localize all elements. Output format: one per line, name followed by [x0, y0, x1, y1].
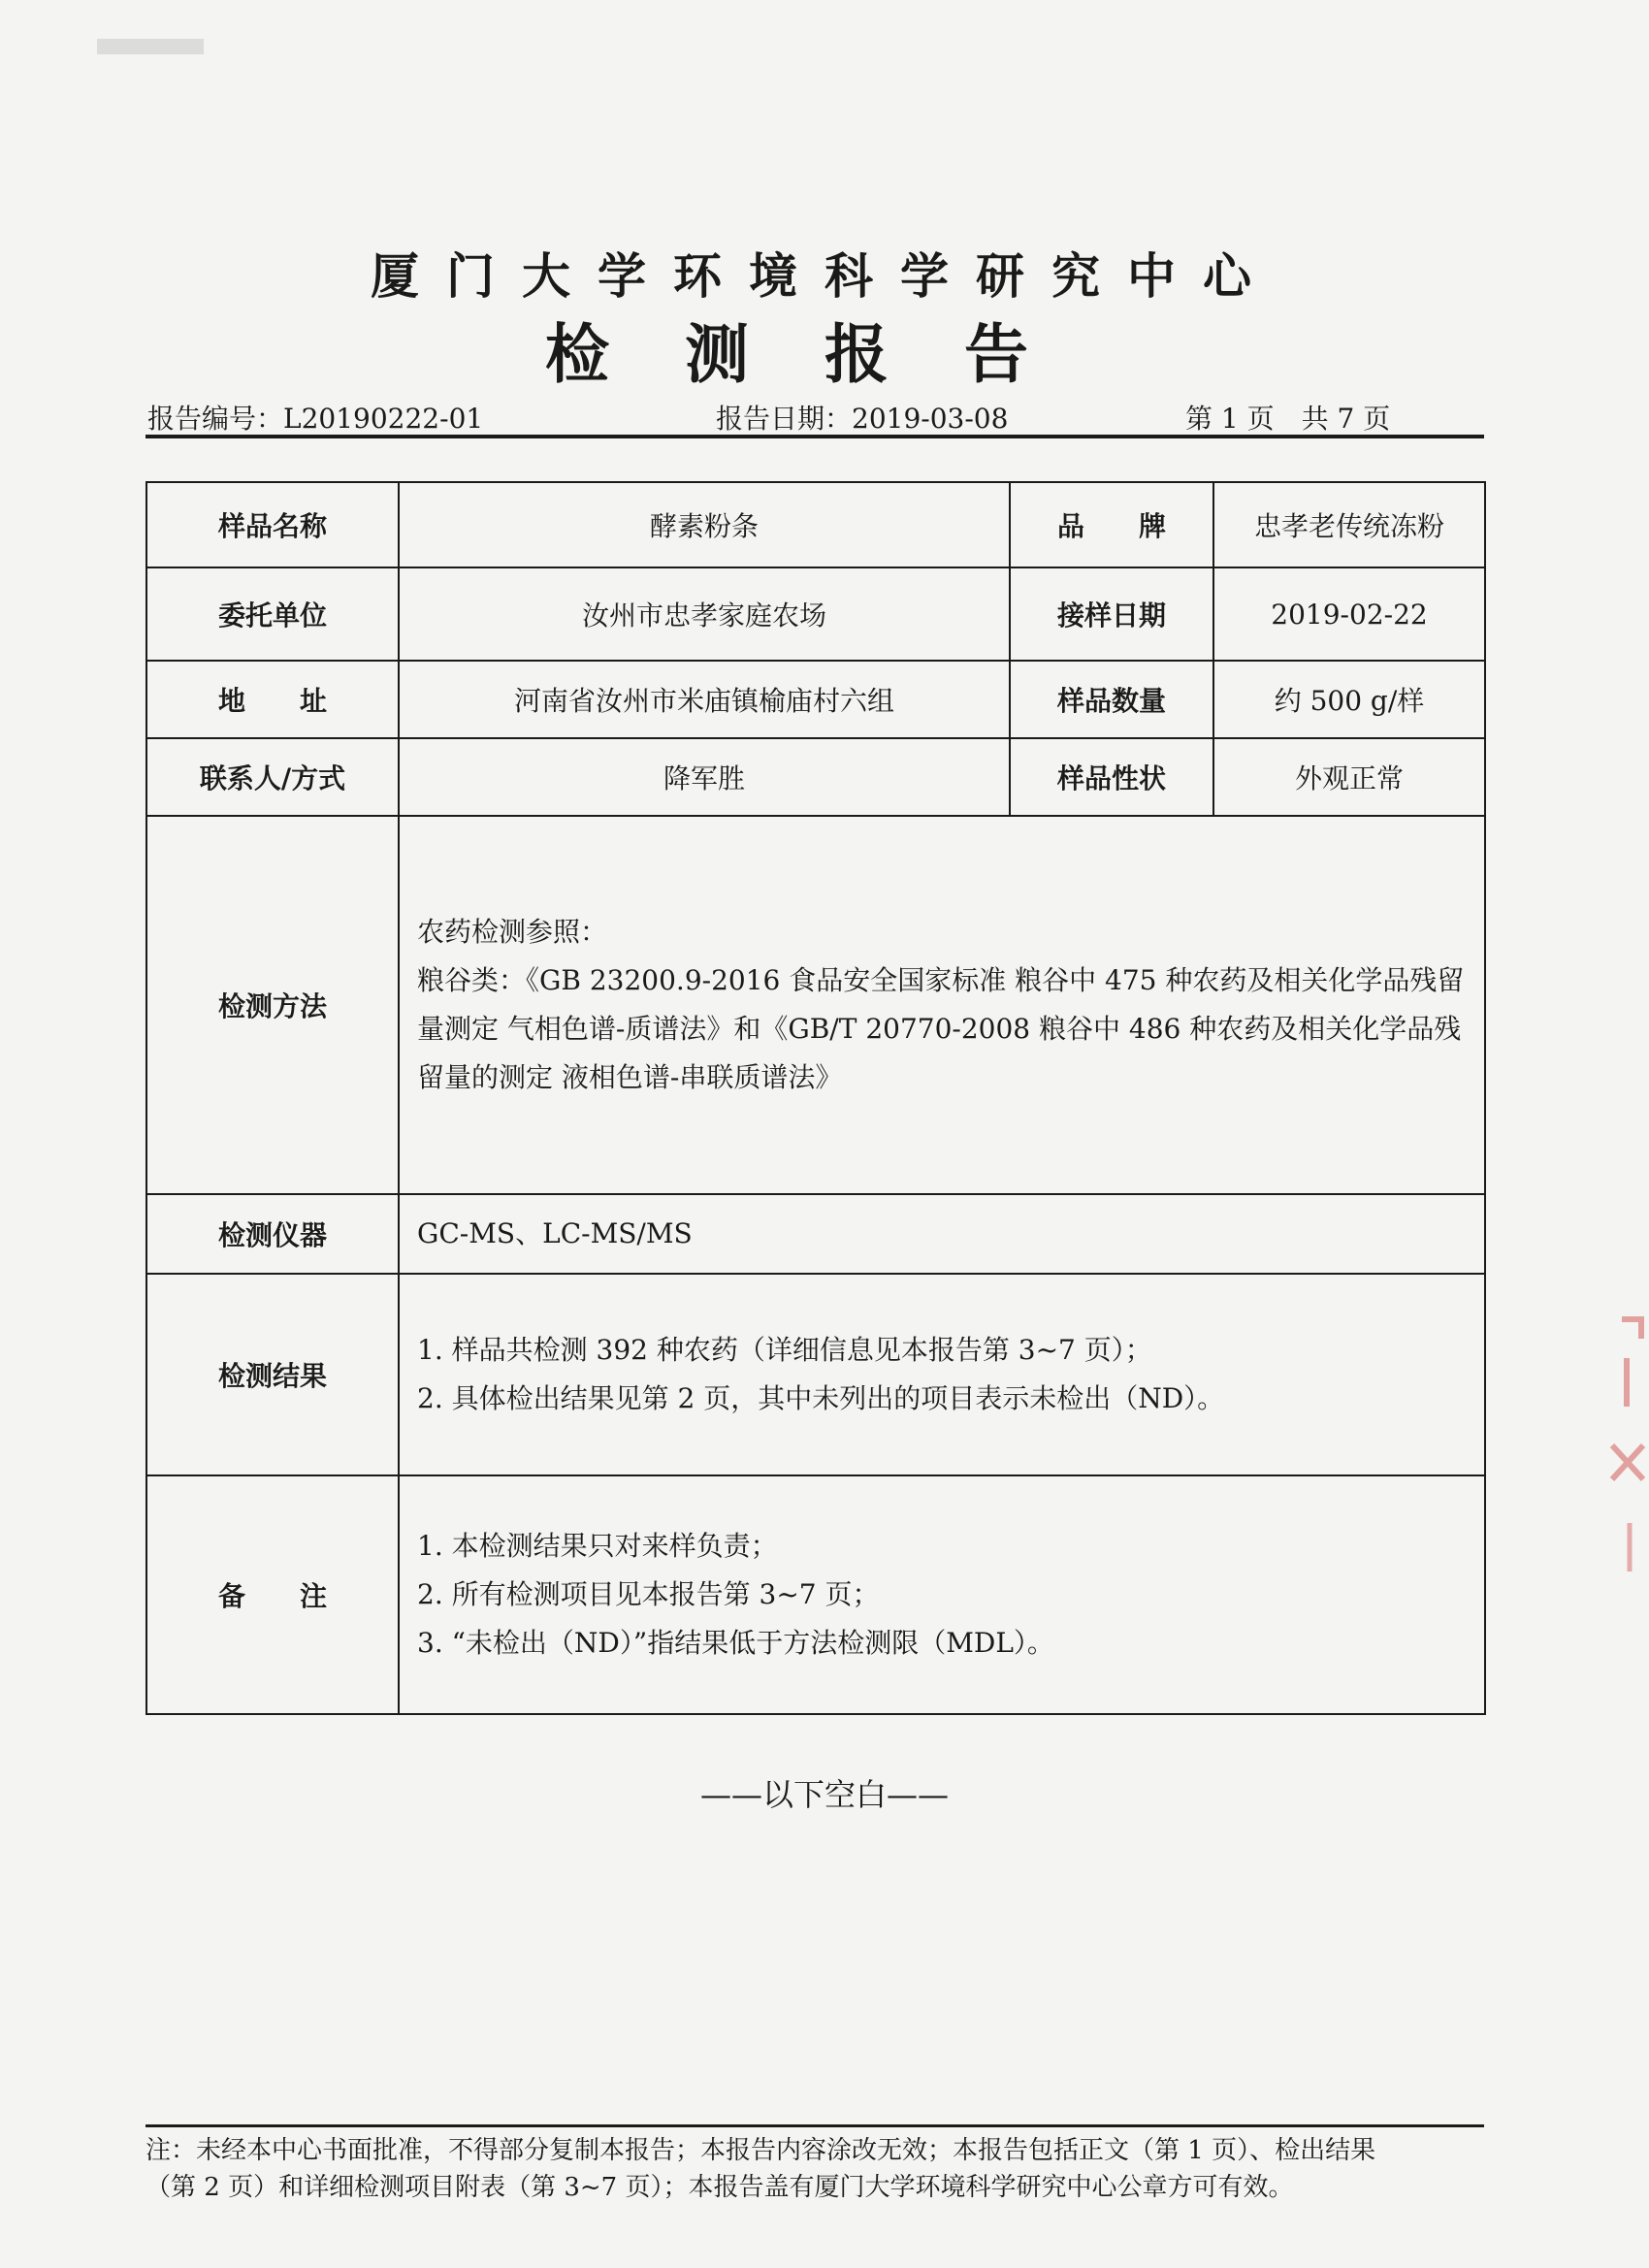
remarks-line: 1. 本检测结果只对来样负责；: [417, 1530, 778, 1562]
quantity-value: 约 500 g/样: [1213, 661, 1485, 738]
remarks-label: 备 注: [146, 1475, 399, 1714]
organization-name: 厦门大学环境科学研究中心: [371, 247, 1278, 305]
received-date-value: 2019-02-22: [1213, 567, 1485, 661]
footer-rule: [146, 2124, 1484, 2127]
table-row: [146, 1194, 1485, 1274]
seal-icon: [1583, 1300, 1649, 1591]
sample-name-label: 样品名称: [146, 482, 399, 567]
scan-artifact: [97, 39, 204, 54]
method-line: 留量的测定 液相色谱-串联质谱法》: [417, 1061, 843, 1093]
report-number: 报告编号：L20190222-01: [147, 403, 484, 435]
table-row: [146, 567, 1485, 661]
method-line: 农药检测参照：: [417, 916, 608, 948]
client-value: 汝州市忠孝家庭农场: [399, 567, 1010, 661]
address-value: 河南省汝州市米庙镇榆庙村六组: [399, 661, 1010, 738]
brand-value: 忠孝老传统冻粉: [1213, 482, 1485, 567]
report-table: [146, 481, 1486, 1715]
table-row: [146, 1274, 1485, 1475]
remarks-line: 3. “未检出（ND）”指结果低于方法检测限（MDL）。: [417, 1627, 1054, 1659]
sample-state-value: 外观正常: [1213, 738, 1485, 816]
result-text: [399, 1274, 1485, 1475]
result-label: 检测结果: [146, 1274, 399, 1475]
sample-name-value: 酵素粉条: [399, 482, 1010, 567]
footer-line: 注：未经本中心书面批准，不得部分复制本报告；本报告内容涂改无效；本报告包括正文（第 1 页）、检出结果: [146, 2136, 1376, 2165]
result-line: 1. 样品共检测 392 种农药（详细信息见本报告第 3~7 页）；: [417, 1334, 1152, 1366]
remarks-text: [399, 1475, 1485, 1714]
method-line: 量测定 气相色谱-质谱法》和《GB/T 20770-2008 粮谷中 486 种农药及相关化学品残: [417, 1013, 1462, 1045]
footer-line: （第 2 页）和详细检测项目附表（第 3~7 页）；本报告盖有厦门大学环境科学研究中心公章方可有效。: [146, 2173, 1294, 2202]
sample-state-label: 样品性状: [1010, 738, 1213, 816]
contact-value: 降军胜: [399, 738, 1010, 816]
brand-label: 品 牌: [1010, 482, 1213, 567]
report-date: 报告日期：2019-03-08: [716, 403, 1009, 435]
table-row: [146, 816, 1485, 1194]
table-row: [146, 482, 1485, 567]
header-rule: [146, 435, 1484, 438]
quantity-label: 样品数量: [1010, 661, 1213, 738]
footer-note: [146, 2132, 1484, 2206]
method-label: 检测方法: [146, 816, 399, 1194]
received-date-label: 接样日期: [1010, 567, 1213, 661]
table-row: [146, 738, 1485, 816]
client-label: 委托单位: [146, 567, 399, 661]
instrument-label: 检测仪器: [146, 1194, 399, 1274]
result-line: 2. 具体检出结果见第 2 页，其中未列出的项目表示未检出（ND）。: [417, 1382, 1225, 1414]
address-label: 地 址: [146, 661, 399, 738]
instrument-value: GC-MS、LC-MS/MS: [399, 1194, 1485, 1274]
contact-label: 联系人/方式: [146, 738, 399, 816]
method-line: 粮谷类：《GB 23200.9-2016 食品安全国家标准 粮谷中 475 种农药及相关化学品残留: [417, 964, 1465, 996]
table-row: [146, 1475, 1485, 1714]
table-row: [146, 661, 1485, 738]
page-info: 第 1 页 共 7 页: [1185, 403, 1391, 435]
remarks-line: 2. 所有检测项目见本报告第 3~7 页；: [417, 1578, 880, 1610]
report-title: 检测报告: [545, 316, 1104, 392]
official-seal-fragment: [1583, 1300, 1649, 1591]
end-of-content-mark: ——以下空白——: [699, 1776, 949, 1813]
method-text: [399, 816, 1485, 1194]
